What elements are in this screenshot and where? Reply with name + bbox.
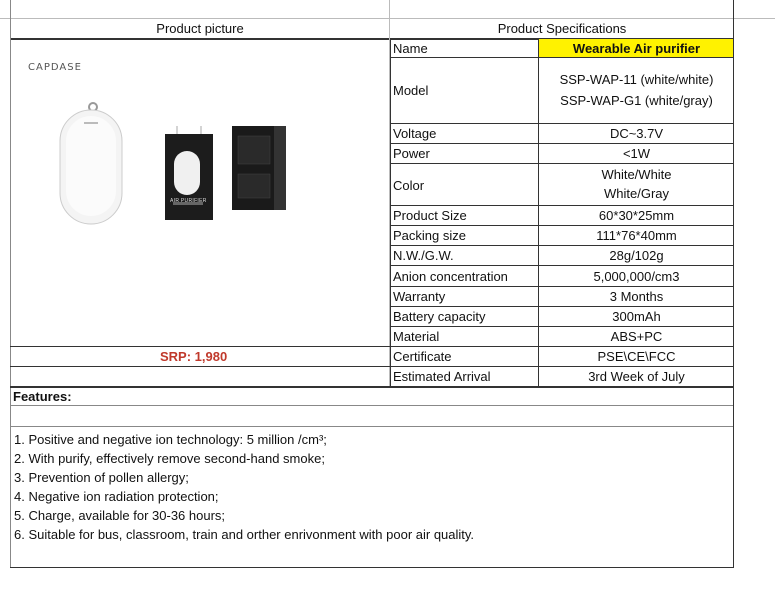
row-line xyxy=(390,245,733,246)
spec-value-warranty: 3 Months xyxy=(609,289,664,304)
spec-value-packing-size: 111*76*40mm xyxy=(596,228,677,243)
feature-item: 3. Prevention of pollen allergy; xyxy=(14,470,189,485)
feature-item: 6. Suitable for bus, classroom, train and orther enrivonment with poor air quality. xyxy=(14,527,475,542)
feature-item: 1. Positive and negative ion technology: 5 million /cm³; xyxy=(14,432,327,447)
spec-value-arrival: 3rd Week of July xyxy=(588,369,685,384)
row-line xyxy=(390,306,733,307)
box-label: AIR PURIFIER xyxy=(170,198,207,204)
spec-value-divider xyxy=(538,38,539,388)
row-line xyxy=(390,286,733,287)
product-specs-header: Product Specifications xyxy=(497,21,627,36)
spec-value-material: ABS+PC xyxy=(610,329,663,344)
feature-item: 4. Negative ion radiation protection; xyxy=(14,489,219,504)
spec-value-power: <1W xyxy=(622,146,651,161)
spec-label-anion: Anion concentration xyxy=(393,269,508,284)
spec-value-certificate: PSE\CE\FCC xyxy=(597,349,676,364)
spec-label-name: Name xyxy=(393,41,428,56)
top-gridline xyxy=(0,18,775,19)
spec-value-battery: 300mAh xyxy=(612,309,661,324)
bottom-border xyxy=(10,567,734,568)
srp-price: SRP: 1,980 xyxy=(160,349,228,364)
row-line xyxy=(390,143,733,144)
product-picture-header: Product picture xyxy=(156,21,244,36)
features-title-line xyxy=(10,405,733,406)
spec-label-warranty: Warranty xyxy=(393,289,446,304)
row-line xyxy=(390,265,733,266)
features-title-line xyxy=(10,426,733,427)
column-divider xyxy=(390,38,391,388)
spec-label-packing-size: Packing size xyxy=(393,228,466,243)
table-bottom-border xyxy=(10,386,733,388)
row-line xyxy=(390,205,733,206)
spec-label-material: Material xyxy=(393,329,440,344)
air-purifier-image xyxy=(56,100,126,226)
feature-item: 5. Charge, available for 30-36 hours; xyxy=(14,508,226,523)
spec-value-color-2: White/Gray xyxy=(603,186,669,201)
brand-logo: CAPDASE xyxy=(28,62,82,73)
spec-label-arrival: Estimated Arrival xyxy=(393,369,491,384)
left-border xyxy=(10,0,11,568)
spec-value-anion: 5,000,000/cm3 xyxy=(593,269,680,284)
row-line xyxy=(10,346,733,347)
spec-value-color-1: White/White xyxy=(601,167,672,182)
spec-label-power: Power xyxy=(393,146,430,161)
right-border xyxy=(733,0,734,568)
spec-value-model-2: SSP-WAP-G1 (white/gray) xyxy=(560,93,713,108)
spec-value-voltage: DC~3.7V xyxy=(609,126,664,141)
row-line xyxy=(390,326,733,327)
features-title: Features: xyxy=(13,389,72,404)
row-line xyxy=(390,225,733,226)
spec-label-color: Color xyxy=(393,178,425,193)
spec-label-certificate: Certificate xyxy=(393,349,452,364)
feature-item: 2. With purify, effectively remove second-hand smoke; xyxy=(14,451,325,466)
spec-value-product-size: 60*30*25mm xyxy=(598,208,675,223)
spec-label-model: Model xyxy=(393,83,429,98)
row-line xyxy=(10,366,733,367)
spec-value-name: Wearable Air purifier xyxy=(572,41,701,56)
row-line xyxy=(390,163,733,164)
row-line xyxy=(390,123,733,124)
spec-label-product-size: Product Size xyxy=(393,208,467,223)
packaging-back-image xyxy=(230,118,290,212)
packaging-front-image xyxy=(163,126,215,222)
spec-label-voltage: Voltage xyxy=(393,126,437,141)
spec-value-model-1: SSP-WAP-11 (white/white) xyxy=(559,72,714,87)
spec-label-battery: Battery capacity xyxy=(393,309,486,324)
row-line xyxy=(390,57,733,58)
spec-value-weight: 28g/102g xyxy=(609,248,664,263)
spec-label-weight: N.W./G.W. xyxy=(393,248,454,263)
